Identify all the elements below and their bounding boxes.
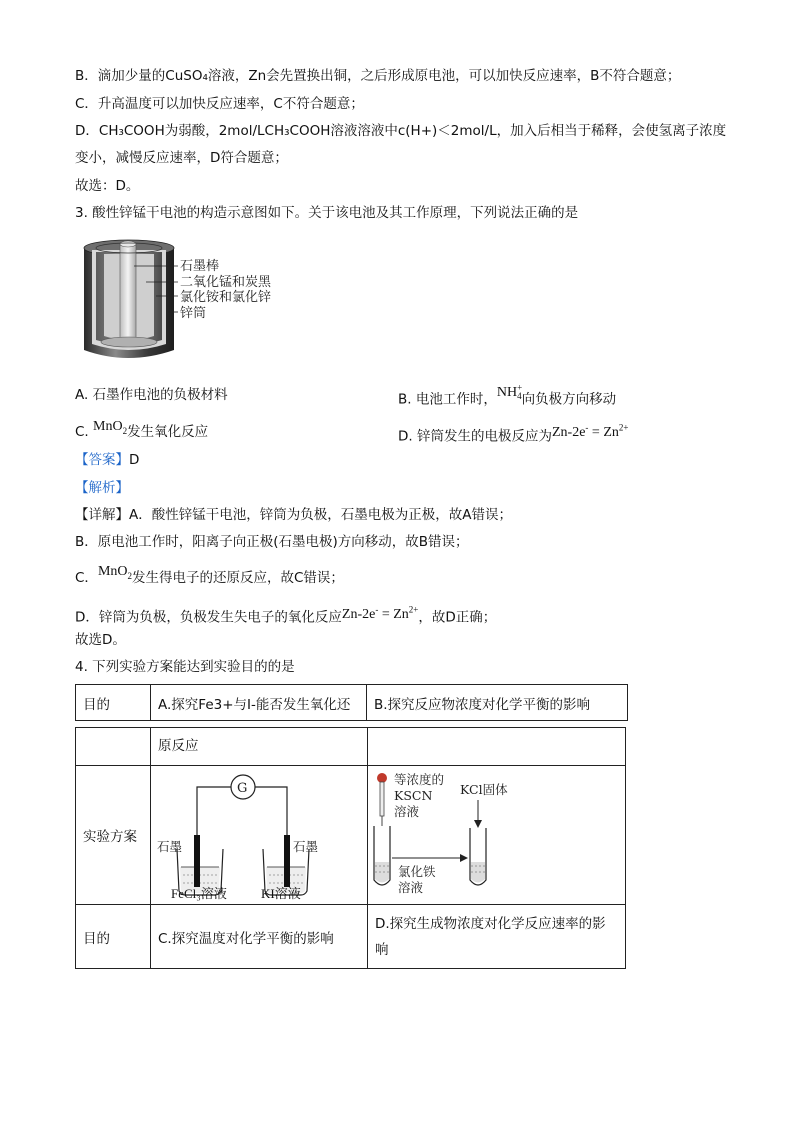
cell-purpose-2: 目的 <box>76 905 151 969</box>
cell-purpose-b: B.探究反应物浓度对化学平衡的影响 <box>367 685 628 721</box>
label-zinc-can: 锌筒 <box>180 306 207 321</box>
cell-purpose-d: D.探究生成物浓度对化学反应速率的影响 <box>368 905 626 969</box>
label-graphite-rod: 石墨棒 <box>180 259 220 274</box>
cell-purpose-c: C.探究温度对化学平衡的影响 <box>151 905 368 969</box>
solid-label: KCl固体 <box>460 782 508 797</box>
text-line-choice: 故选：D。 <box>75 178 140 194</box>
galvanic-cell-diagram <box>151 767 367 901</box>
question-3-stem: 3. 酸性锌锰干电池的构造示意图如下。关于该电池及其工作原理，下列说法正确的是 <box>75 205 579 221</box>
analysis-a: 【详解】A．酸性锌锰干电池，锌筒为负极，石墨电极为正极，故A错误； <box>75 507 512 523</box>
analysis-c: C．MnO$_2$发生得电子的还原反应，故C错误； <box>75 564 344 586</box>
left-electrode-label: 石墨 <box>157 839 183 854</box>
analysis-tag: 【解析】 <box>75 480 129 496</box>
analysis-d: D．锌筒为负极，负极发生失电子的氧化反应$Zn-2e^- = Zn^{2+}$，故D正确； <box>75 604 497 626</box>
cell-scheme-b <box>368 766 626 905</box>
dropper-label-line3: 溶液 <box>394 804 420 819</box>
table-experiments <box>75 727 626 969</box>
dropper-label-line2: KSCN <box>394 788 433 803</box>
cell-purpose: 目的 <box>76 685 151 721</box>
label-mno2-carbon: 二氧化锰和炭黑 <box>180 275 272 290</box>
text-line-d-cont: 变小，减慢反应速率，D符合题意； <box>75 150 288 166</box>
text-line-b: B．滴加少量的CuSO₄溶液，Zn会先置换出铜，之后形成原电池，可以加快反应速率，B不符合题意； <box>75 68 681 84</box>
galvanometer-label: G <box>237 781 248 796</box>
right-solution-label: KI溶液 <box>261 886 301 901</box>
right-electrode-label: 石墨 <box>293 839 319 854</box>
analysis-choice: 故选D。 <box>75 632 126 648</box>
left-solution-label: FeCl₃溶液 <box>171 886 227 901</box>
cell-redox-cont: 原反应 <box>151 728 368 766</box>
option-b: B. 电池工作时，$NH^+_4$向负极方向移动 <box>398 382 617 408</box>
dry-cell-diagram <box>82 238 282 368</box>
label-nh4cl-zncl2: 氯化铵和氯化锌 <box>180 290 272 305</box>
text-line-c: C．升高温度可以加快反应速率，C不符合题意； <box>75 96 364 112</box>
table-header <box>75 684 628 721</box>
question-4-stem: 4. 下列实验方案能达到实验目的的是 <box>75 659 295 675</box>
cell-scheme-label: 实验方案 <box>76 766 151 905</box>
dropper-label-line1: 等浓度的 <box>394 772 445 787</box>
cell-scheme-a <box>151 766 368 905</box>
option-d: D. 锌筒发生的电极反应为$Zn-2e^- = Zn^{2+}$ <box>398 422 629 445</box>
cell-empty-b <box>368 728 626 766</box>
text-line-d: D．CH₃COOH为弱酸，2mol/LCH₃COOH溶液溶液中c(H+)＜2mol/L，加入后相当于稀释，会使氢离子浓度 <box>75 123 727 139</box>
option-c: C. MnO$_2$发生氧化反应 <box>75 419 209 440</box>
cell-purpose-a: A.探究Fe3+与I-能否发生氧化还 <box>151 685 367 721</box>
tube-label-line2: 溶液 <box>398 880 424 895</box>
tube-label-line1: 氯化铁 <box>398 864 436 879</box>
analysis-b: B．原电池工作时，阳离子向正极(石墨电极)方向移动，故B错误； <box>75 534 469 550</box>
answer-line: 【答案】D <box>75 452 140 468</box>
kscn-experiment-diagram <box>368 766 624 900</box>
cell-empty <box>76 728 151 766</box>
option-a: A. 石墨作电池的负极材料 <box>75 387 228 403</box>
